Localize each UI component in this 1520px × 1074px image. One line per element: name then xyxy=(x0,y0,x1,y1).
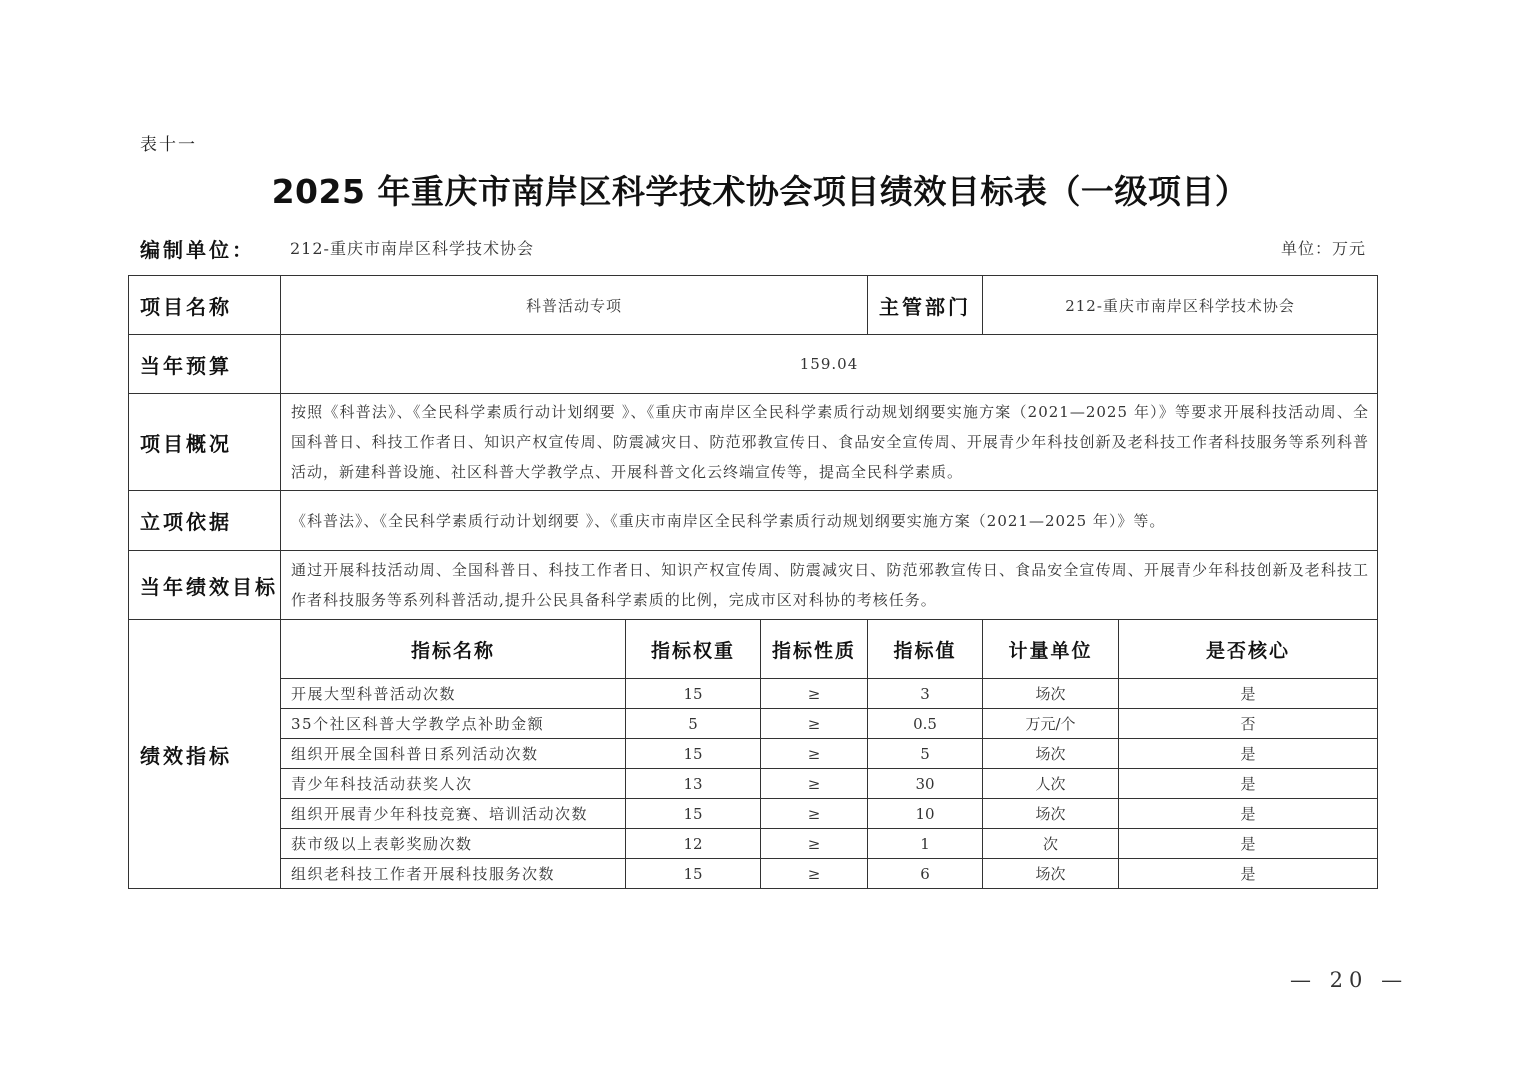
org-label: 编制单位： xyxy=(140,238,255,262)
table-row xyxy=(129,829,1378,859)
table-row xyxy=(129,799,1378,829)
project-name-row xyxy=(129,276,1378,335)
indicator-weight: 15 xyxy=(626,799,761,829)
overview-label: 项目概况 xyxy=(129,394,281,491)
basis-text: 《科普法》、《全民科学素质行动计划纲要 》、《重庆市南岸区全民科学素质行动规划纲要实施方案（2021—2025 年）》等。 xyxy=(281,491,1378,551)
indicator-unit: 场次 xyxy=(983,859,1119,889)
page-title: 2025 年重庆市南岸区科学技术协会项目绩效目标表（一级项目） xyxy=(271,172,1249,211)
indicator-unit: 万元/个 xyxy=(983,709,1119,739)
table-row xyxy=(129,739,1378,769)
indicator-name: 组织开展全国科普日系列活动次数 xyxy=(281,739,626,769)
indicator-core: 是 xyxy=(1119,679,1378,709)
indicator-value: 30 xyxy=(868,769,983,799)
indicator-name: 35个社区科普大学教学点补助金额 xyxy=(281,709,626,739)
indicator-core: 是 xyxy=(1119,769,1378,799)
indicator-nature: ≥ xyxy=(761,739,868,769)
indicator-weight: 15 xyxy=(626,739,761,769)
indicator-core: 是 xyxy=(1119,799,1378,829)
dept-value: 212-重庆市南岸区科学技术协会 xyxy=(983,276,1378,335)
col-header-value: 指标值 xyxy=(868,620,983,679)
unit-label: 单位：万元 xyxy=(1280,239,1366,258)
page-number: — 20 — xyxy=(1290,968,1409,992)
overview-text: 按照《科普法》、《全民科学素质行动计划纲要 》、《重庆市南岸区全民科学素质行动规划纲要实施方案（2021—2025 年）》等要求开展科技活动周、全国科普日、科技工作者日、知识产权宣传周、防震减灾日、防范邪教宣传日、食品安全宣传周、开展青少年科技创新及老科技工作者科技服务等系列科普活动，新建科普设施、社区科普大学教学点、开展科普文化云终端宣传等，提高全民科学素质。 xyxy=(281,394,1378,491)
indicator-nature: ≥ xyxy=(761,829,868,859)
indicator-nature: ≥ xyxy=(761,679,868,709)
indicator-core: 否 xyxy=(1119,709,1378,739)
goal-label: 当年绩效目标 xyxy=(129,551,281,620)
indicator-unit: 人次 xyxy=(983,769,1119,799)
goal-row xyxy=(129,551,1378,620)
indicator-weight: 15 xyxy=(626,859,761,889)
table-row xyxy=(129,859,1378,889)
col-header-name: 指标名称 xyxy=(281,620,626,679)
indicator-unit: 场次 xyxy=(983,739,1119,769)
indicator-value: 3 xyxy=(868,679,983,709)
budget-row xyxy=(129,335,1378,394)
basis-row xyxy=(129,491,1378,551)
indicators-label: 绩效指标 xyxy=(129,620,281,889)
indicator-weight: 15 xyxy=(626,679,761,709)
indicator-nature: ≥ xyxy=(761,769,868,799)
dept-label: 主管部门 xyxy=(868,276,983,335)
indicator-unit: 次 xyxy=(983,829,1119,859)
indicator-header-row xyxy=(129,620,1378,679)
indicator-name: 开展大型科普活动次数 xyxy=(281,679,626,709)
indicator-core: 是 xyxy=(1119,829,1378,859)
table-label: 表十一 xyxy=(140,135,197,155)
indicator-name: 组织开展青少年科技竞赛、培训活动次数 xyxy=(281,799,626,829)
indicator-nature: ≥ xyxy=(761,799,868,829)
table-row xyxy=(129,769,1378,799)
indicator-value: 5 xyxy=(868,739,983,769)
budget-value: 159.04 xyxy=(281,335,1378,394)
project-name-label: 项目名称 xyxy=(129,276,281,335)
indicator-weight: 12 xyxy=(626,829,761,859)
indicator-value: 0.5 xyxy=(868,709,983,739)
indicator-value: 6 xyxy=(868,859,983,889)
indicator-nature: ≥ xyxy=(761,859,868,889)
indicator-unit: 场次 xyxy=(983,679,1119,709)
budget-label: 当年预算 xyxy=(129,335,281,394)
project-name-value: 科普活动专项 xyxy=(281,276,868,335)
table-row xyxy=(129,709,1378,739)
basis-label: 立项依据 xyxy=(129,491,281,551)
indicator-name: 青少年科技活动获奖人次 xyxy=(281,769,626,799)
table-row xyxy=(129,679,1378,709)
indicator-value: 1 xyxy=(868,829,983,859)
col-header-unit: 计量单位 xyxy=(983,620,1119,679)
indicator-core: 是 xyxy=(1119,739,1378,769)
overview-row xyxy=(129,394,1378,491)
indicator-nature: ≥ xyxy=(761,709,868,739)
performance-table xyxy=(128,275,1378,889)
col-header-nature: 指标性质 xyxy=(761,620,868,679)
indicator-weight: 13 xyxy=(626,769,761,799)
goal-text: 通过开展科技活动周、全国科普日、科技工作者日、知识产权宣传周、防震减灾日、防范邪教宣传日、食品安全宣传周、开展青少年科技创新及老科技工作者科技服务等系列科普活动,提升公民具备科学素质的比例，完成市区对科协的考核任务。 xyxy=(281,551,1378,620)
indicator-core: 是 xyxy=(1119,859,1378,889)
indicator-name: 组织老科技工作者开展科技服务次数 xyxy=(281,859,626,889)
indicator-name: 获市级以上表彰奖励次数 xyxy=(281,829,626,859)
col-header-core: 是否核心 xyxy=(1119,620,1378,679)
indicator-weight: 5 xyxy=(626,709,761,739)
indicator-value: 10 xyxy=(868,799,983,829)
col-header-weight: 指标权重 xyxy=(626,620,761,679)
indicator-unit: 场次 xyxy=(983,799,1119,829)
org-value: 212-重庆市南岸区科学技术协会 xyxy=(290,239,534,258)
